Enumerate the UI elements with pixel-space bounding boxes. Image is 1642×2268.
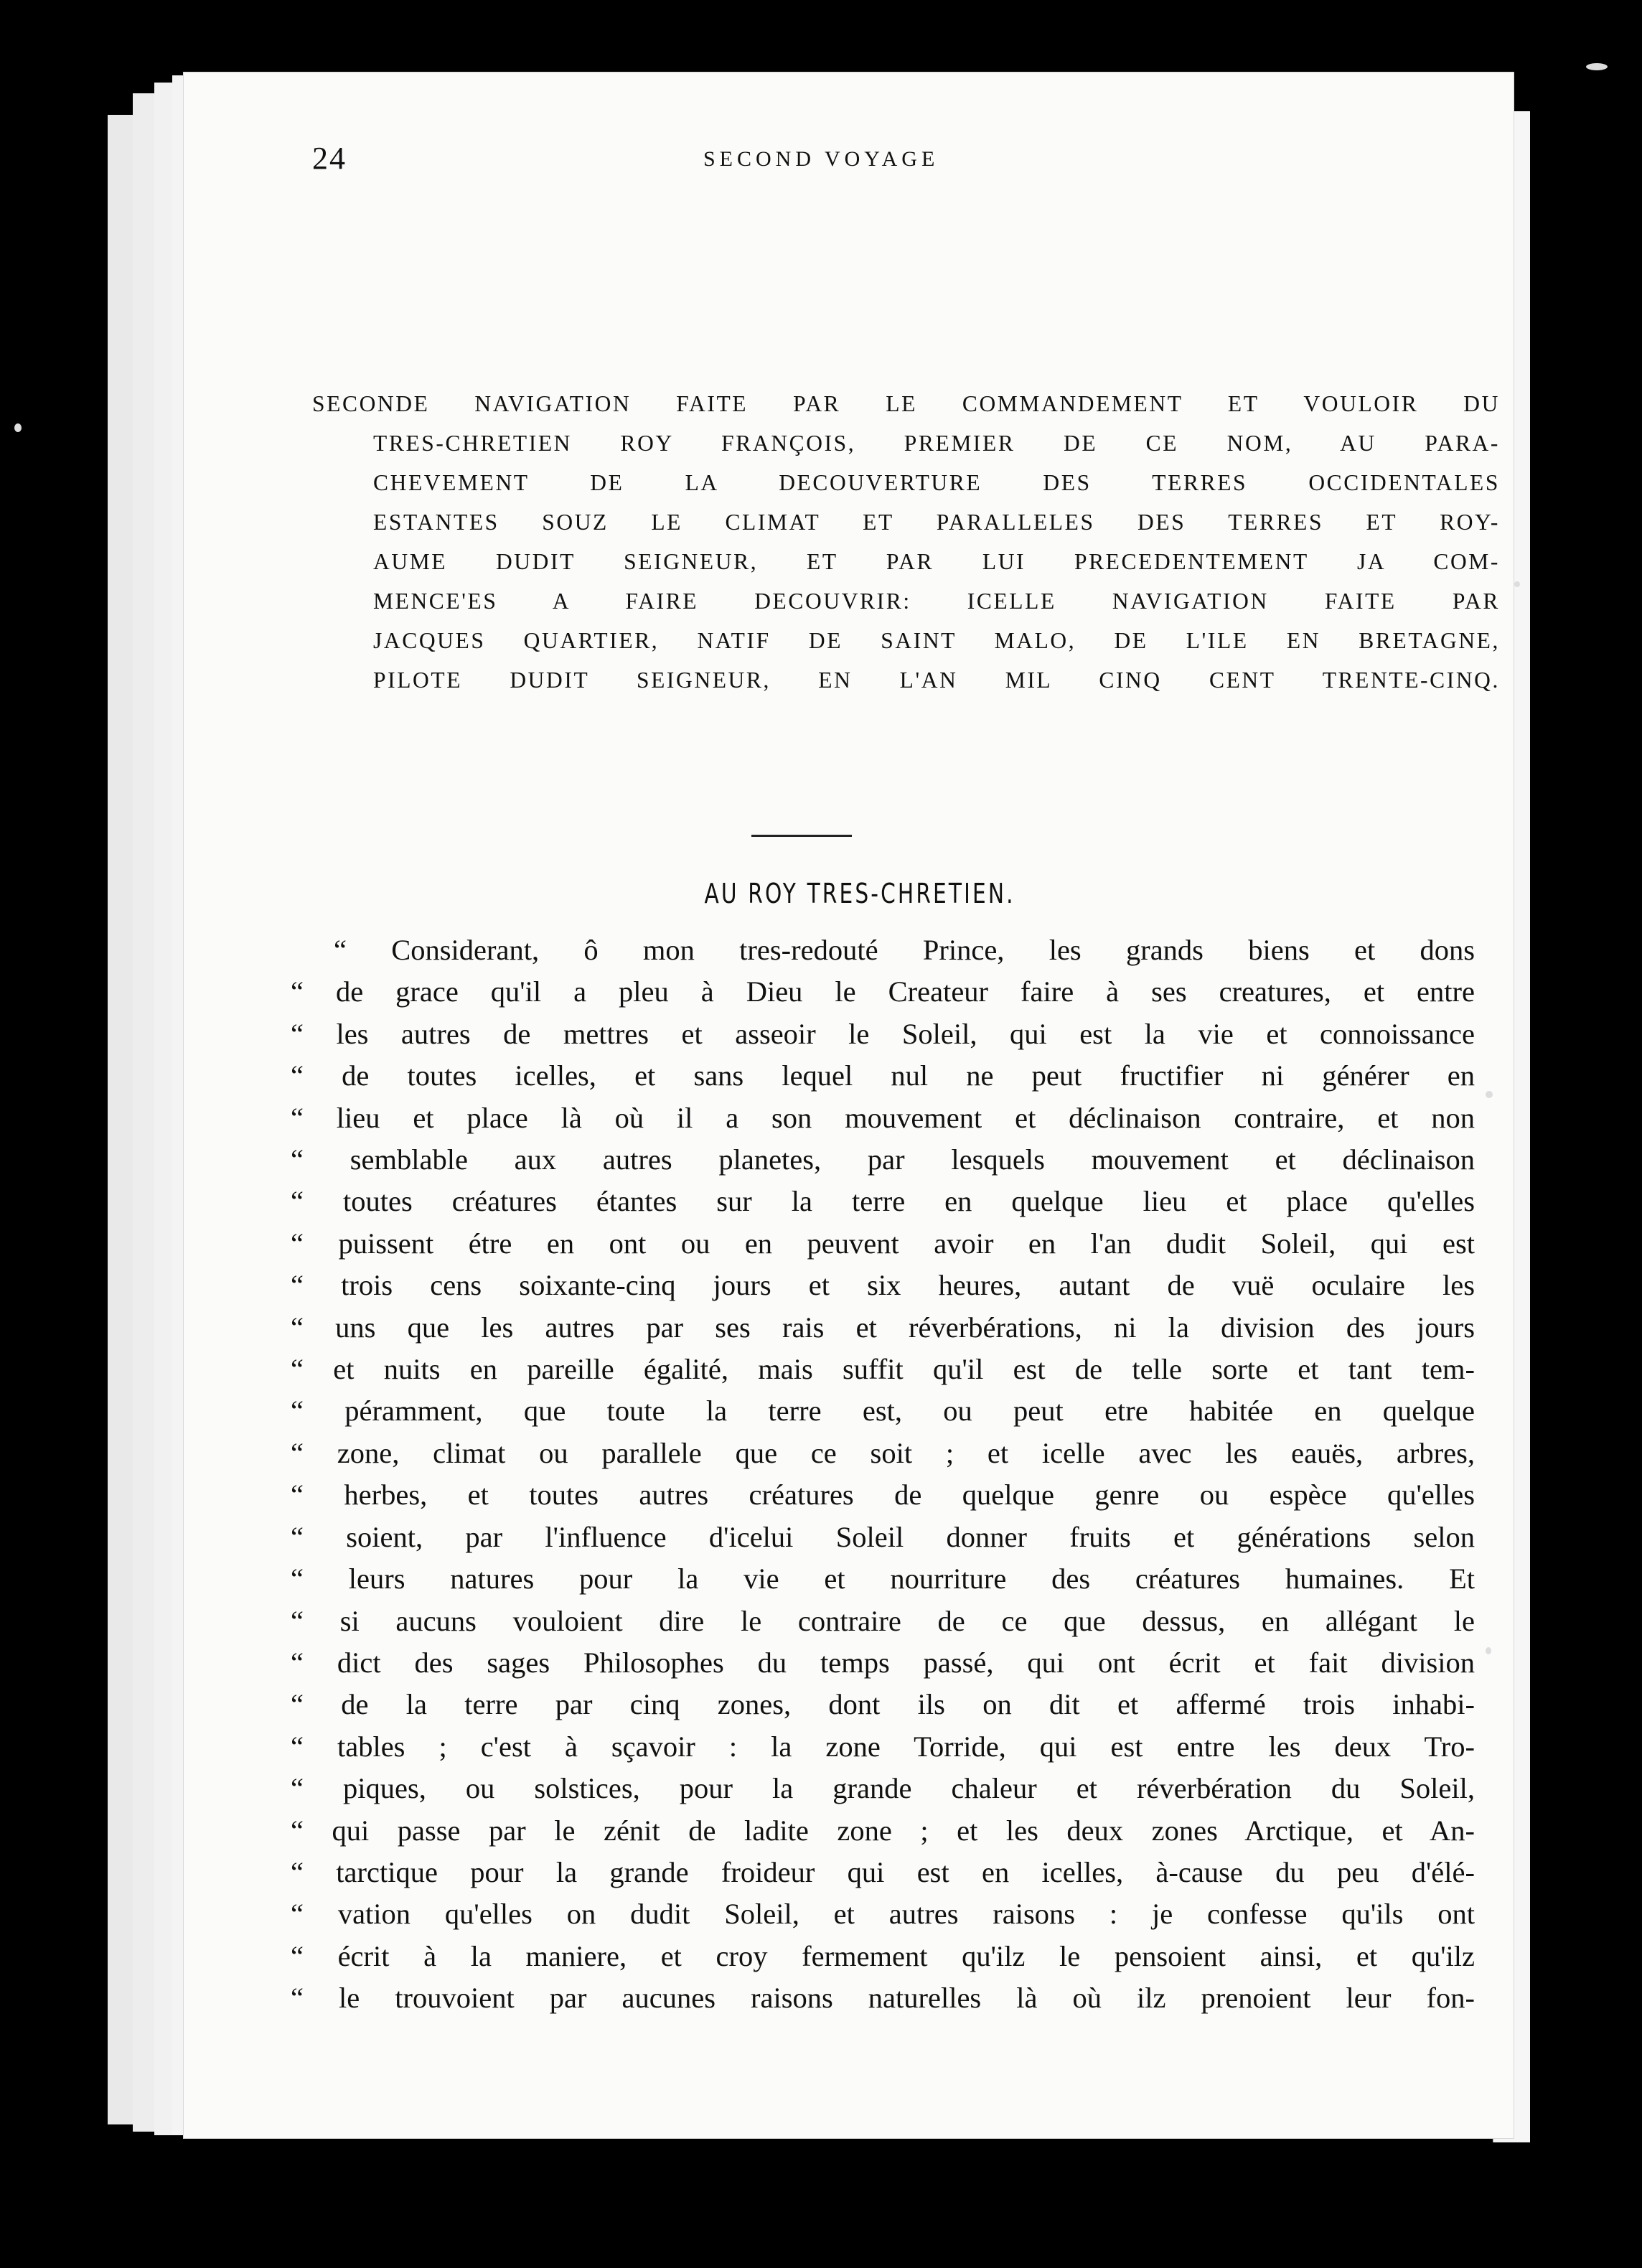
divider-rule bbox=[751, 835, 852, 837]
text-line: “ si aucuns vouloient dire le contraire de ce que dessus, en allégant le bbox=[291, 1604, 1475, 1637]
text-line: “ soient, par l'influence d'icelui Soleil donner fruits et générations selon bbox=[291, 1520, 1475, 1553]
text-line: “ les autres de mettres et asseoir le Soleil, qui est la vie et connoissance bbox=[291, 1017, 1475, 1050]
text-line: “ Considerant, ô mon tres-redouté Prince, les grands biens et dons bbox=[334, 934, 1475, 966]
text-line: “ péramment, que toute la terre est, ou peut etre habitée en quelque bbox=[291, 1395, 1475, 1428]
body-text bbox=[291, 929, 1475, 2020]
title-line: SECONDE NAVIGATION FAITE PAR LE COMMANDEMENT ET VOULOIR DU bbox=[312, 391, 1500, 416]
text-line: “ puissent étre en ont ou en peuvent avoir en l'an dudit Soleil, qui est bbox=[291, 1227, 1475, 1260]
text-line: “ tables ; c'est à sçavoir : la zone Torride, qui est entre les deux Tro- bbox=[291, 1730, 1475, 1763]
title-line: MENCE'ES A FAIRE DECOUVRIR: ICELLE NAVIGATION FAITE PAR bbox=[373, 589, 1500, 614]
title-line: ESTANTES SOUZ LE CLIMAT ET PARALLELES DES TERRES ET ROY- bbox=[373, 510, 1500, 535]
text-line: “ toutes créatures étantes sur la terre en quelque lieu et place qu'elles bbox=[291, 1185, 1475, 1218]
title-line: JACQUES QUARTIER, NATIF DE SAINT MALO, DE L'ILE EN BRETAGNE, bbox=[373, 628, 1500, 653]
title-line: AUME DUDIT SEIGNEUR, ET PAR LUI PRECEDENTEMENT JA COM- bbox=[373, 549, 1500, 574]
text-line: “ le trouvoient par aucunes raisons naturelles là où ilz prenoient leur fon- bbox=[291, 1982, 1475, 2015]
text-line: “ semblable aux autres planetes, par lesquels mouvement et déclinaison bbox=[291, 1143, 1475, 1176]
text-line: “ écrit à la maniere, et croy fermement qu'ilz le pensoient ainsi, et qu'ilz bbox=[291, 1939, 1475, 1972]
text-line: “ vation qu'elles on dudit Soleil, et autres raisons : je confesse qu'ils ont bbox=[291, 1898, 1475, 1931]
title-line: CHEVEMENT DE LA DECOUVERTURE DES TERRES OCCIDENTALES bbox=[373, 470, 1500, 495]
section-heading: AU ROY TRES-CHRETIEN. bbox=[704, 878, 1015, 909]
title-line: TRES-CHRETIEN ROY FRANÇOIS, PREMIER DE CE NOM, AU PARA- bbox=[373, 431, 1500, 456]
text-line: “ et nuits en pareille égalité, mais suffit qu'il est de telle sorte et tant tem- bbox=[291, 1353, 1475, 1386]
text-line: “ de grace qu'il a pleu à Dieu le Createur faire à ses creatures, et entre bbox=[291, 975, 1475, 1008]
text-line: “ de la terre par cinq zones, dont ils on dit et affermé trois inhabi- bbox=[291, 1688, 1475, 1721]
text-line: “ dict des sages Philosophes du temps passé, qui ont écrit et fait division bbox=[291, 1646, 1475, 1679]
text-line: “ tarctique pour la grande froideur qui est en icelles, à-cause du peu d'élé- bbox=[291, 1855, 1475, 1888]
text-line: “ zone, climat ou parallele que ce soit ; et icelle avec les eauës, arbres, bbox=[291, 1436, 1475, 1469]
text-line: “ trois cens soixante-cinq jours et six heures, autant de vuë oculaire les bbox=[291, 1269, 1475, 1302]
text-line: “ piques, ou solstices, pour la grande chaleur et réverbération du Soleil, bbox=[291, 1772, 1475, 1805]
text-line: “ leurs natures pour la vie et nourriture des créatures humaines. Et bbox=[291, 1562, 1475, 1595]
text-line: “ lieu et place là où il a son mouvement et déclinaison contraire, et non bbox=[291, 1101, 1475, 1134]
text-line: “ herbes, et toutes autres créatures de quelque genre ou espèce qu'elles bbox=[291, 1479, 1475, 1512]
text-line: “ qui passe par le zénit de ladite zone ; et les deux zones Arctique, et An- bbox=[291, 1814, 1475, 1847]
page-number: 24 bbox=[312, 141, 347, 176]
running-title: SECOND VOYAGE bbox=[703, 147, 939, 171]
text-line: “ de toutes icelles, et sans lequel nul ne peut fructifier ni générer en bbox=[291, 1059, 1475, 1092]
book-page bbox=[183, 72, 1514, 2139]
title-line: PILOTE DUDIT SEIGNEUR, EN L'AN MIL CINQ CENT TRENTE-CINQ. bbox=[373, 667, 1500, 693]
text-line: “ uns que les autres par ses rais et réverbérations, ni la division des jours bbox=[291, 1311, 1475, 1344]
chapter-title bbox=[312, 384, 1500, 700]
